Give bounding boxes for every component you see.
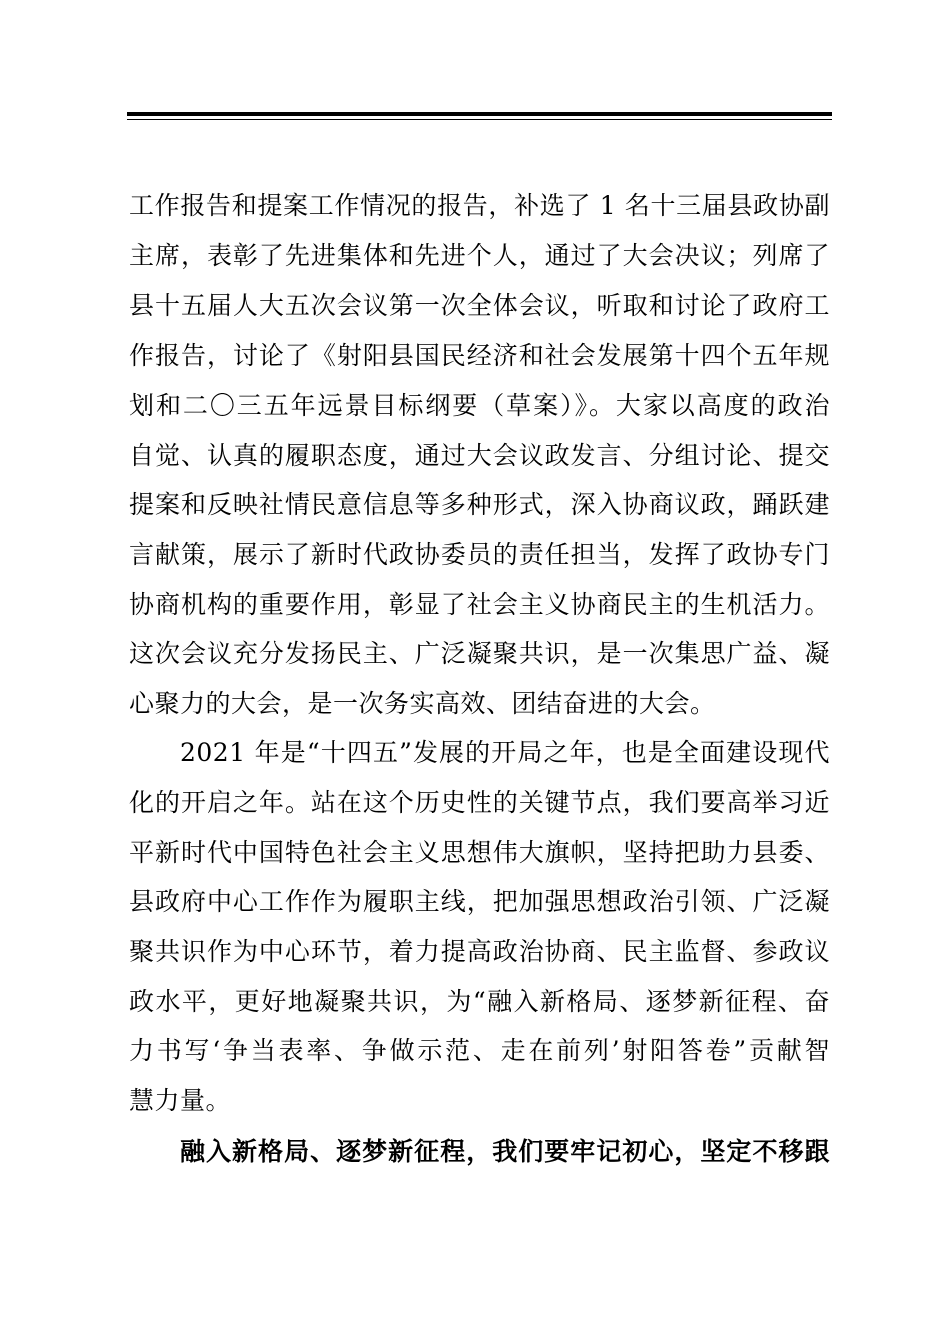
bold-text-line: 融入新格局、逐梦新征程，我们要牢记初心，坚定不移跟	[180, 1137, 830, 1166]
text-line: 这次会议充分发扬民主、广泛凝聚共识，是一次集思广益、凝	[129, 639, 830, 668]
text-line: 力书写‘争当表率、争做示范、走在前列’射阳答卷”贡献智	[129, 1036, 830, 1065]
text-line: 提案和反映社情民意信息等多种形式，深入协商议政，踊跃建	[129, 490, 830, 519]
text-line: 划和二〇三五年远景目标纲要（草案）》。大家以高度的政治	[129, 391, 830, 420]
header-rule-thin	[127, 119, 832, 120]
text-line: 县政府中心工作作为履职主线，把加强思想政治引领、广泛凝	[129, 887, 830, 916]
text-line: 作报告，讨论了《射阳县国民经济和社会发展第十四个五年规	[129, 341, 830, 370]
text-line: 主席，表彰了先进集体和先进个人，通过了大会决议；列席了	[129, 241, 830, 270]
text-line: 政水平，更好地凝聚共识，为“融入新格局、逐梦新征程、奋	[129, 987, 830, 1016]
text-line: 自觉、认真的履职态度，通过大会议政发言、分组讨论、提交	[129, 441, 830, 470]
text-line: 平新时代中国特色社会主义思想伟大旗帜，坚持把助力县委、	[129, 838, 830, 867]
text-line: 聚共识作为中心环节，着力提高政治协商、民主监督、参政议	[129, 937, 830, 966]
text-line: 协商机构的重要作用，彰显了社会主义协商民主的生机活力。	[129, 590, 830, 619]
text-line: 化的开启之年。站在这个历史性的关键节点，我们要高举习近	[129, 788, 830, 817]
header-rule-thick	[127, 112, 832, 116]
text-line: 县十五届人大五次会议第一次全体会议，听取和讨论了政府工	[129, 291, 830, 320]
text-line: 2021 年是“十四五”发展的开局之年，也是全面建设现代	[180, 738, 830, 767]
text-line: 慧力量。	[129, 1086, 232, 1115]
text-line: 心聚力的大会，是一次务实高效、团结奋进的大会。	[129, 689, 716, 718]
text-line: 言献策，展示了新时代政协委员的责任担当，发挥了政协专门	[129, 540, 830, 569]
text-line: 工作报告和提案工作情况的报告，补选了 1 名十三届县政协副	[129, 191, 830, 220]
